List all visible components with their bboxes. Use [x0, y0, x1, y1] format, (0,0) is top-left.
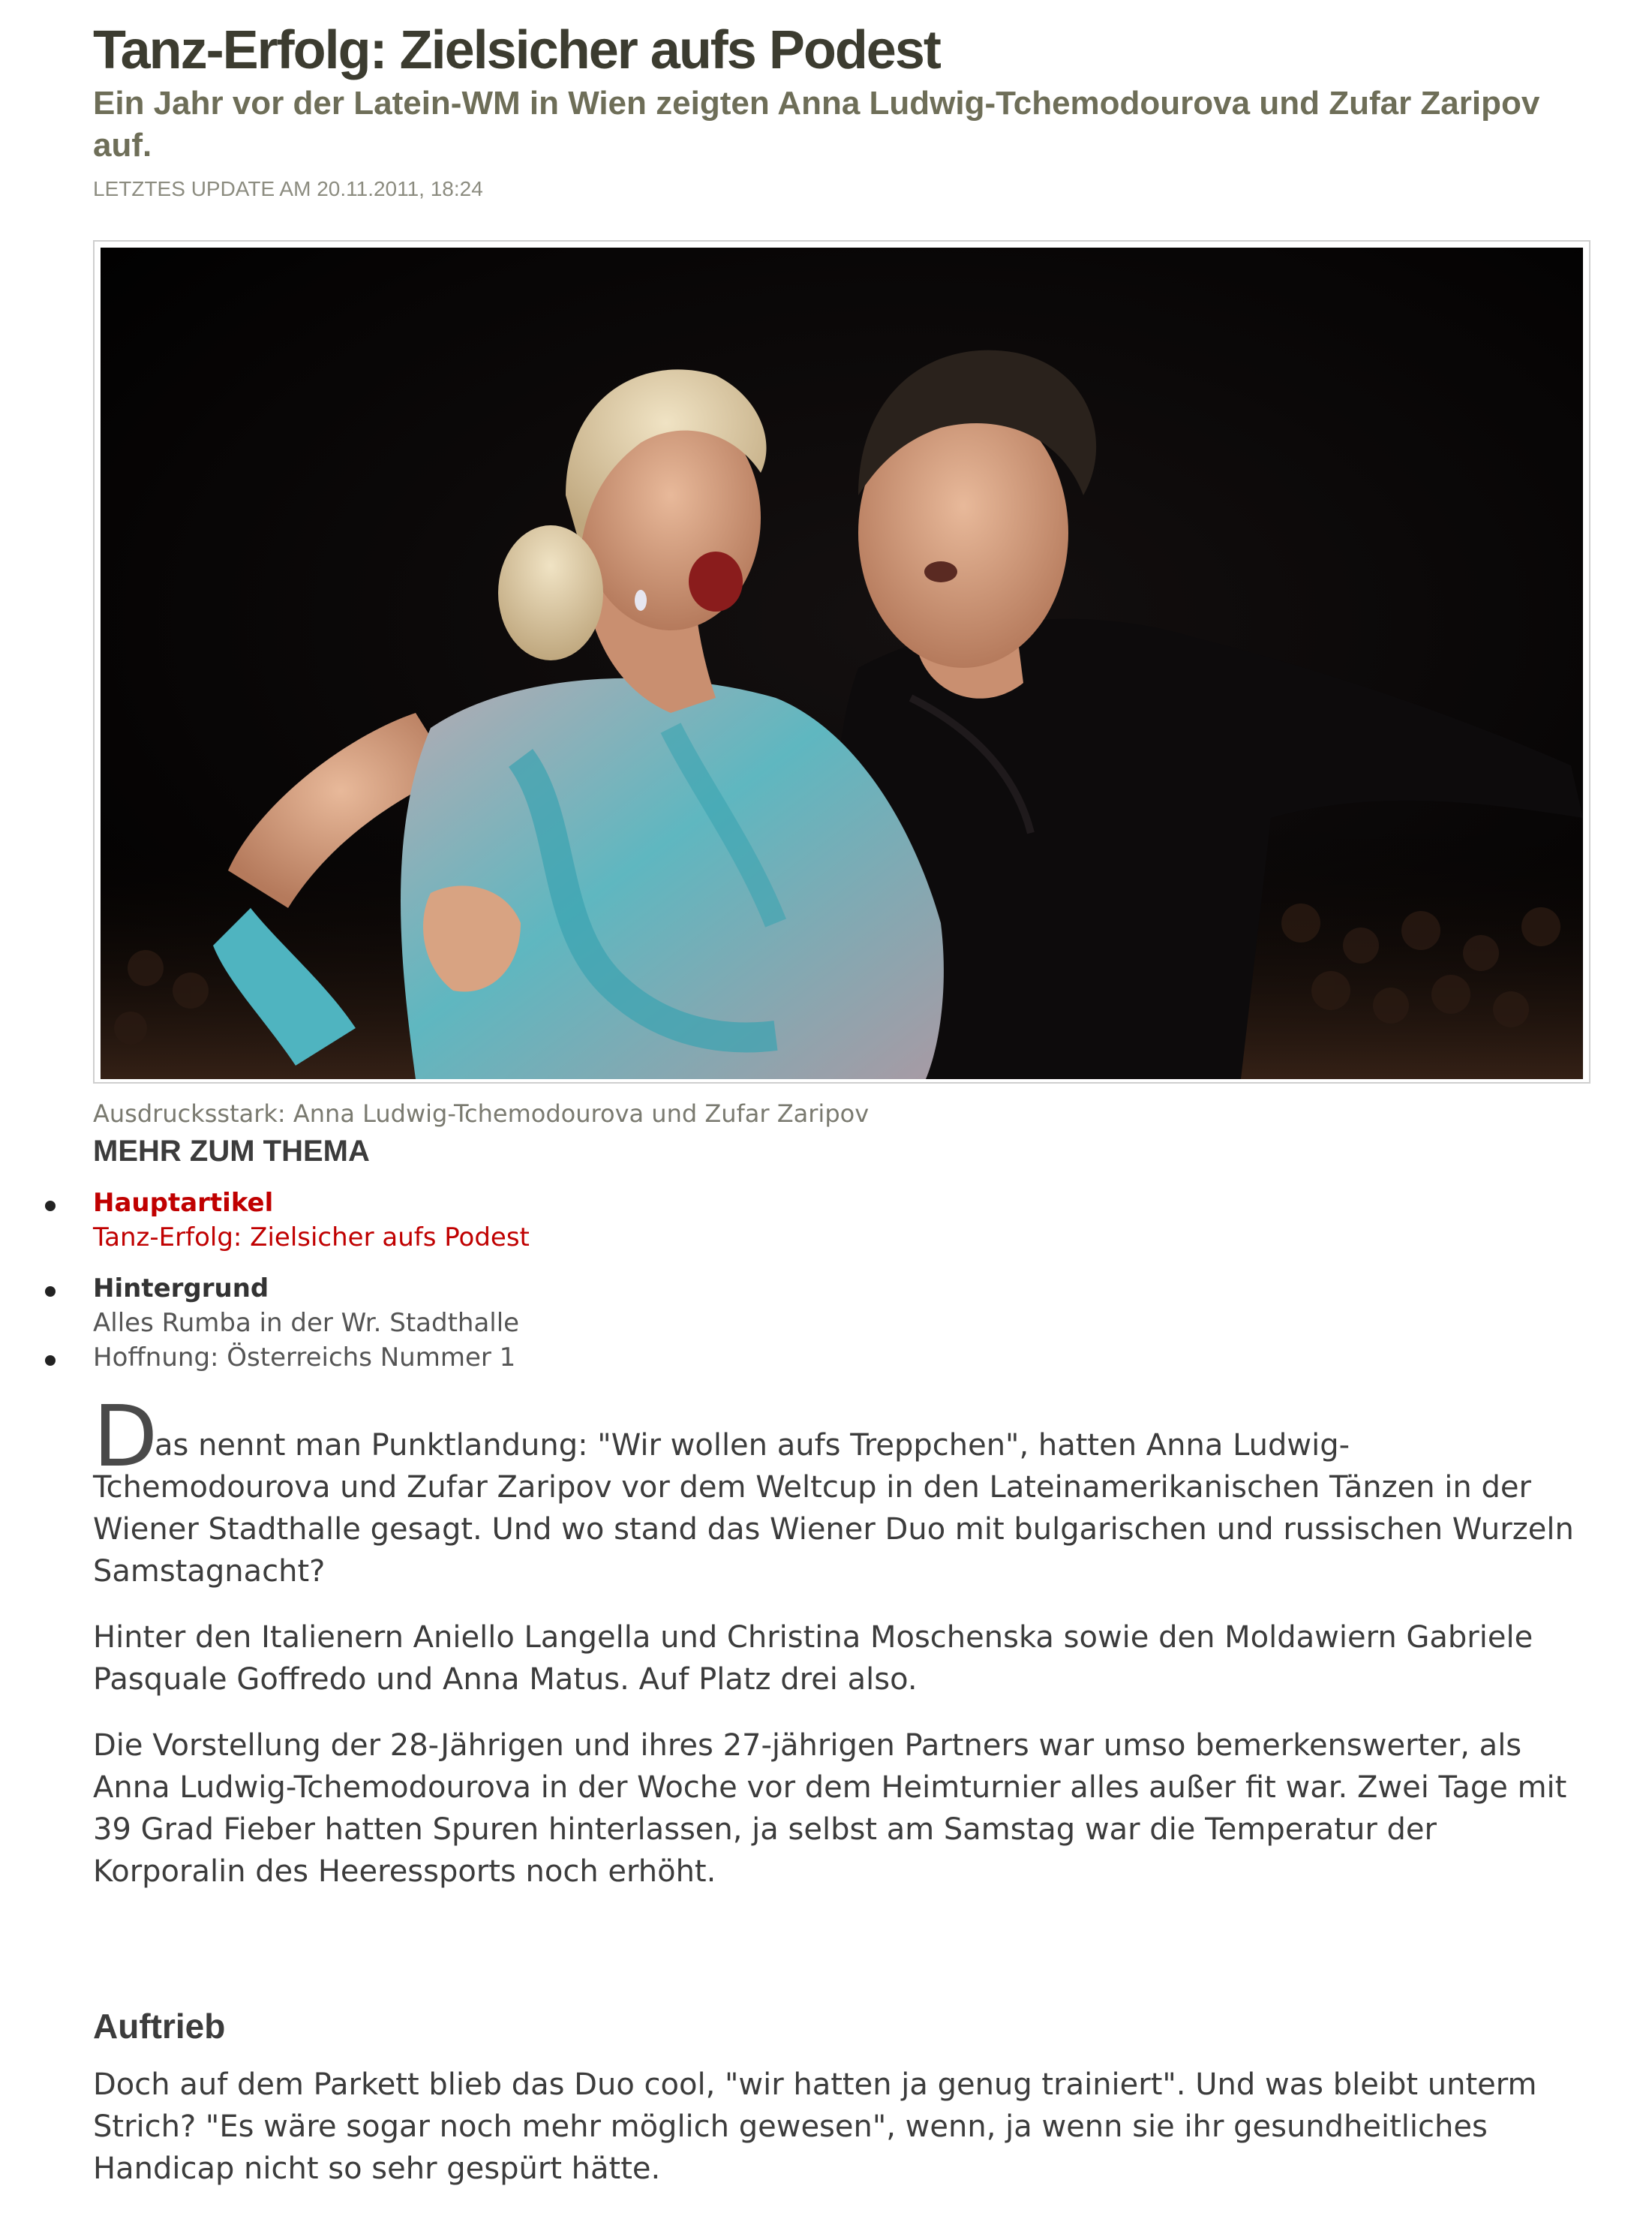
bullet-icon	[45, 1286, 56, 1297]
bullet-icon	[45, 1355, 56, 1366]
paragraph: Tchemodourova und Zufar Zaripov vor dem Weltcup in den Lateinamerikanischen Tänzen in der Wiener Stadthalle gesagt. Und wo stand das Wiener Duo mit bulgarischen und russischen Wurzeln Samstagnacht?	[93, 1470, 1574, 1589]
paragraph: Doch auf dem Parkett blieb das Duo cool, "wir hatten ja genug trainiert". Und was bleibt unterm Strich? "Es wäre sogar noch mehr möglich gewesen", wenn, ja wenn sie ihr gesundheitliches Handicap nicht so sehr gespürt hätte.	[93, 2067, 1537, 2186]
dance-photo	[101, 248, 1583, 1079]
section-heading: Auftrieb	[93, 2007, 226, 2046]
paragraph: Hinter den Italienern Aniello Langella und Christina Moschenska sowie den Moldawiern Gabriele Pasquale Goffredo und Anna Matus. Auf Platz drei also.	[93, 1620, 1533, 1697]
paragraph-first-line: as nennt man Punktlandung: "Wir wollen aufs Treppchen", hatten Anna Ludwig-	[155, 1428, 1350, 1463]
paragraph: Die Vorstellung der 28-Jährigen und ihres 27-jährigen Partners war umso bemerkenswerter, als Anna Ludwig-Tchemodourova in der Woche vor dem Heimturnier alles außer fit war. Zwei Tage mit 39 Grad Fieber hatten Spuren hinterlassen, ja selbst am Samstag war die Temperatur der Korporalin des Heeressports noch erhöht.	[93, 1728, 1567, 1889]
related-link[interactable]: Tanz-Erfolg: Zielsicher aufs Podest	[93, 1222, 530, 1252]
article-headline: Tanz-Erfolg: Zielsicher aufs Podest	[93, 20, 940, 80]
list-item	[93, 1340, 515, 1375]
related-label: Hintergrund	[93, 1273, 269, 1303]
list-item	[93, 1186, 530, 1255]
drop-cap: D	[93, 1388, 158, 1486]
related-label: Hauptartikel	[93, 1188, 274, 1218]
bullet-icon	[45, 1201, 56, 1211]
related-link[interactable]: Hoffnung: Österreichs Nummer 1	[93, 1343, 516, 1373]
list-item	[93, 1271, 519, 1340]
related-title: MEHR ZUM THEMA	[93, 1135, 370, 1168]
update-timestamp: LETZTES UPDATE AM 20.11.2011, 18:24	[93, 177, 483, 200]
article-subheadline: Ein Jahr vor der Latein-WM in Wien zeigten Anna Ludwig-Tchemodourova und Zufar Zaripov auf.	[93, 85, 1540, 164]
related-link[interactable]: Alles Rumba in der Wr. Stadthalle	[93, 1308, 520, 1338]
photo-caption: Ausdrucksstark: Anna Ludwig-Tchemodourova und Zufar Zaripov	[93, 1099, 870, 1128]
photo-frame	[93, 240, 1590, 1084]
